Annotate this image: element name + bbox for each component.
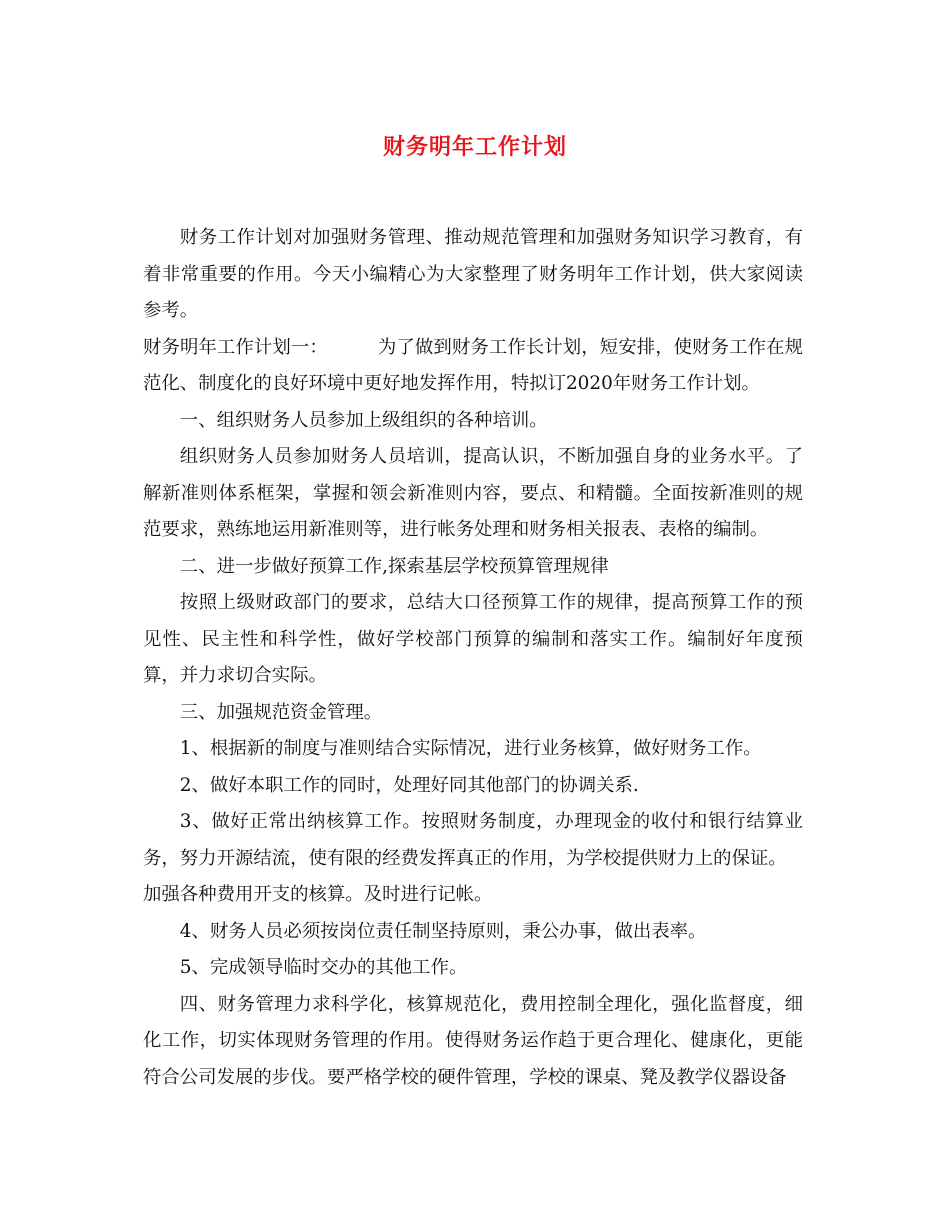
section-heading-3: 三、加强规范资金管理。 [179,701,383,723]
section-heading-4: 四、财务管理力求科学化，核算规范化，费用控制全理化，强化监督度，细化工作，切实体现财务管理的作用。使得财务运作趋于更合理化、健康化，更能符合公司发展的步伐。要严格学校的硬件管理，学校的课桌、凳及教学仪器设备 [143,993,803,1088]
document-body [143,220,803,1096]
list-item-1: 1、根据新的制度与准则结合实际情况，进行业务核算，做好财务工作。 [179,738,762,759]
plan-one-text: 为了做到财务工作长计划，短安排，使财务工作在规范化、制度化的良好环境中更好地发挥作用，特拟订2020年财务工作计划。 [143,336,803,394]
list-item-3-continued: 加强各种费用开支的核算。及时进行记帐。 [143,884,493,905]
section-paragraph-1: 组织财务人员参加财务人员培训，提高认识，不断加强自身的业务水平。了解新准则体系框架，掌握和领会新准则内容，要点、和精髓。全面按新准则的规范要求，熟练地运用新准则等，进行帐务处理和财务相关报表、表格的编制。 [143,446,803,540]
document-title: 财务明年工作计划 [382,134,567,160]
intro-paragraph: 财务工作计划对加强财务管理、推动规范管理和加强财务知识学习教育，有着非常重要的作用。今天小编精心为大家整理了财务明年工作计划，供大家阅读参考。 [143,227,803,321]
list-item-3: 3、做好正常出纳核算工作。按照财务制度，办理现金的收付和银行结算业务，努力开源结流，使有限的经费发挥真正的作用，为学校提供财力上的保证。 [143,811,803,869]
plan-one-paragraph [143,330,803,403]
section-paragraph-2: 按照上级财政部门的要求，总结大口径预算工作的规律，提高预算工作的预见性、民主性和科学性，做好学校部门预算的编制和落实工作。编制好年度预算，并力求切合实际。 [143,592,803,686]
list-item-5: 5、完成领导临时交办的其他工作。 [179,957,468,978]
section-heading-2: 二、进一步做好预算工作,探索基层学校预算管理规律 [179,555,609,577]
plan-one-heading: 财务明年工作计划一： [143,336,328,358]
list-item-4: 4、财务人员必须按岗位责任制坚持原则，秉公办事，做出表率。 [179,920,707,942]
section-heading-1: 一、组织财务人员参加上级组织的各种培训。 [179,409,548,431]
list-item-2: 2、做好本职工作的同时，处理好同其他部门的协调关系. [179,774,639,796]
